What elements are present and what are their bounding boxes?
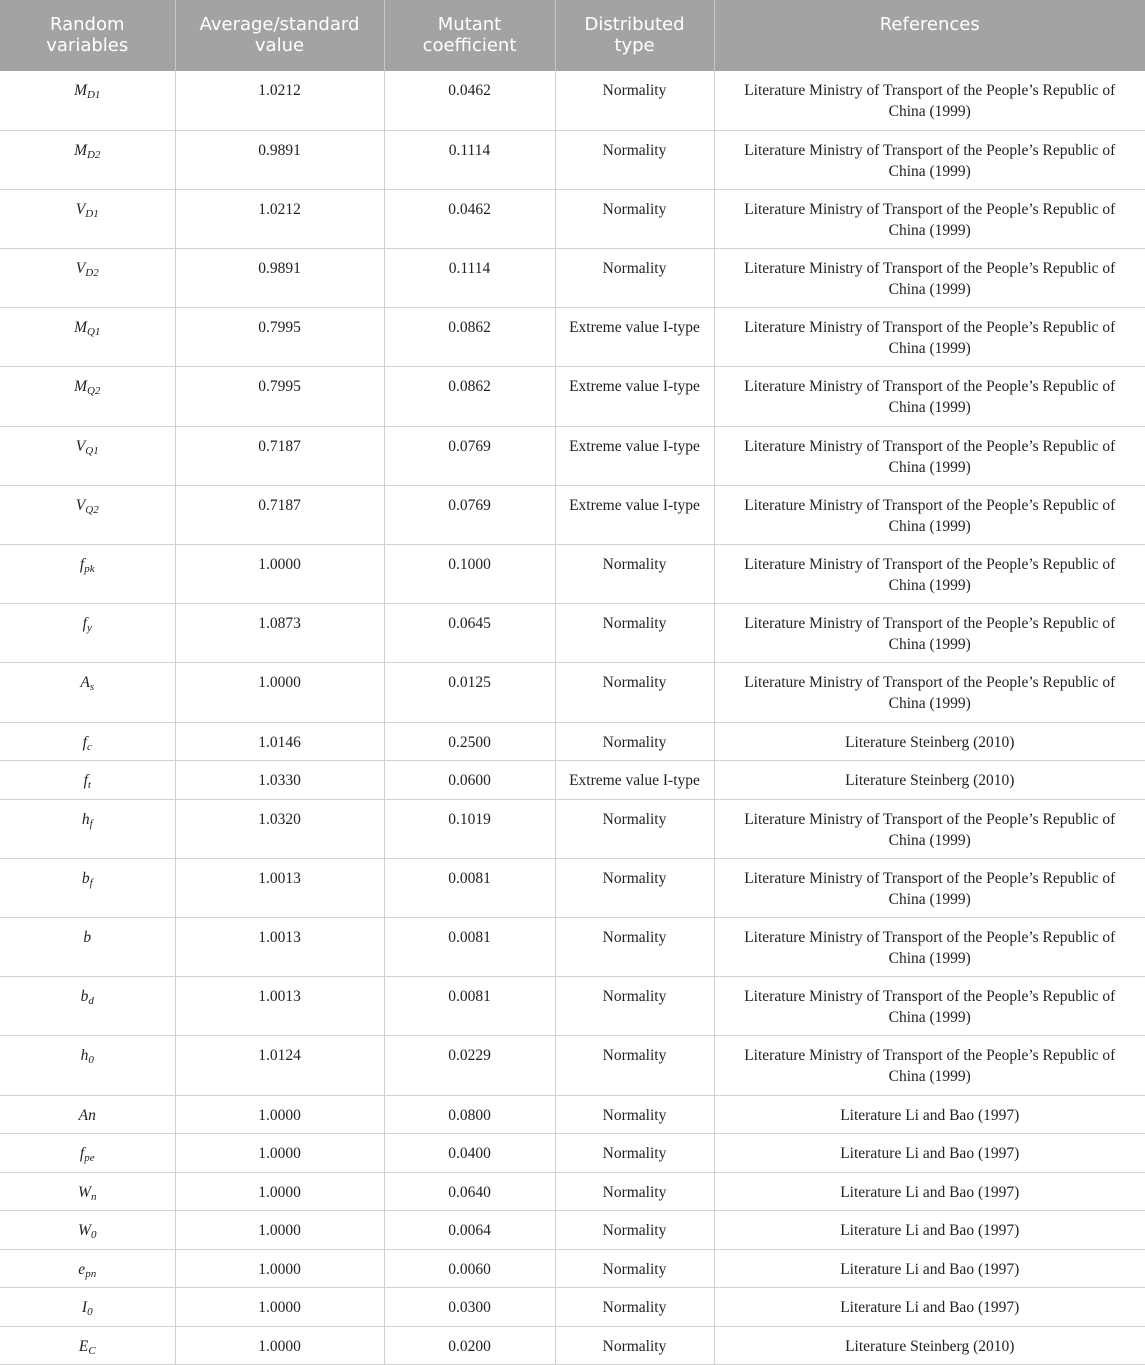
header-distributed-type	[555, 0, 714, 71]
cell-variable	[0, 367, 175, 426]
cell-mutant-coefficient: 0.0060	[384, 1249, 555, 1288]
variable-symbol: M	[74, 378, 87, 396]
cell-reference: Literature Li and Bao (1997)	[714, 1288, 1145, 1327]
cell-distributed-type: Normality	[555, 130, 714, 189]
cell-reference: Literature Ministry of Transport of the People’s Republic of China (1999)	[714, 545, 1145, 604]
cell-distributed-type: Normality	[555, 1288, 714, 1327]
header-mutant-line2: coefficient	[422, 35, 517, 56]
cell-average-value: 0.9891	[175, 130, 384, 189]
variable-symbol: h	[80, 1047, 89, 1065]
table-row	[0, 130, 1145, 189]
cell-distributed-type: Normality	[555, 1326, 714, 1365]
cell-average-value: 1.0212	[175, 71, 384, 130]
variable-symbol: e	[78, 1260, 86, 1278]
table-row	[0, 917, 1145, 976]
cell-mutant-coefficient: 0.2500	[384, 722, 555, 761]
cell-average-value: 1.0013	[175, 977, 384, 1036]
cell-mutant-coefficient: 0.1019	[384, 799, 555, 858]
cell-reference: Literature Ministry of Transport of the People’s Republic of China (1999)	[714, 71, 1145, 130]
cell-average-value: 0.9891	[175, 249, 384, 308]
cell-distributed-type: Normality	[555, 917, 714, 976]
cell-variable	[0, 1326, 175, 1365]
cell-reference: Literature Ministry of Transport of the People’s Republic of China (1999)	[714, 249, 1145, 308]
cell-mutant-coefficient: 0.0640	[384, 1172, 555, 1211]
variable-subscript: Q1	[85, 444, 99, 457]
header-average-standard-value	[175, 0, 384, 71]
table-row	[0, 426, 1145, 485]
cell-distributed-type: Extreme value I-type	[555, 426, 714, 485]
cell-reference: Literature Ministry of Transport of the People’s Republic of China (1999)	[714, 858, 1145, 917]
cell-variable	[0, 1134, 175, 1173]
cell-variable	[0, 1095, 175, 1134]
cell-reference: Literature Li and Bao (1997)	[714, 1211, 1145, 1250]
cell-distributed-type: Extreme value I-type	[555, 367, 714, 426]
variable-symbol: f	[79, 1145, 85, 1162]
cell-variable	[0, 977, 175, 1036]
cell-variable	[0, 130, 175, 189]
cell-distributed-type: Normality	[555, 858, 714, 917]
header-references-label: References	[879, 14, 980, 35]
variable-subscript: f	[89, 817, 93, 830]
cell-average-value: 1.0146	[175, 722, 384, 761]
variable-symbol: M	[74, 141, 87, 159]
table-row	[0, 249, 1145, 308]
table-row	[0, 1172, 1145, 1211]
cell-variable	[0, 1249, 175, 1288]
cell-reference: Literature Ministry of Transport of the People’s Republic of China (1999)	[714, 604, 1145, 663]
cell-variable	[0, 799, 175, 858]
variable-subscript: c	[86, 740, 92, 753]
table-row	[0, 545, 1145, 604]
cell-distributed-type: Normality	[555, 1134, 714, 1173]
cell-mutant-coefficient: 0.0300	[384, 1288, 555, 1327]
cell-variable	[0, 1288, 175, 1327]
variable-symbol: V	[75, 200, 86, 218]
variable-subscript: s	[89, 681, 95, 694]
variable-subscript: D2	[85, 267, 99, 280]
cell-variable	[0, 917, 175, 976]
table-row	[0, 761, 1145, 800]
table-row	[0, 722, 1145, 761]
variable-subscript: 0	[90, 1229, 97, 1241]
table-row	[0, 977, 1145, 1036]
cell-variable	[0, 722, 175, 761]
cell-distributed-type: Normality	[555, 545, 714, 604]
variable-subscript: D1	[85, 207, 99, 220]
variable-symbol: E	[78, 1337, 89, 1355]
variable-symbol: b	[81, 869, 90, 887]
cell-distributed-type: Normality	[555, 977, 714, 1036]
cell-reference: Literature Ministry of Transport of the People’s Republic of China (1999)	[714, 426, 1145, 485]
variable-subscript: n	[90, 1190, 97, 1203]
cell-distributed-type: Extreme value I-type	[555, 761, 714, 800]
cell-average-value: 1.0212	[175, 189, 384, 248]
variable-symbol: b	[83, 928, 92, 946]
cell-distributed-type: Normality	[555, 249, 714, 308]
cell-mutant-coefficient: 0.0400	[384, 1134, 555, 1173]
cell-variable	[0, 308, 175, 367]
table-row	[0, 367, 1145, 426]
cell-mutant-coefficient: 0.0862	[384, 367, 555, 426]
variable-subscript: Q1	[86, 326, 101, 339]
header-random-variables-line1: Random	[49, 14, 125, 35]
cell-mutant-coefficient: 0.0200	[384, 1326, 555, 1365]
cell-mutant-coefficient: 0.0600	[384, 761, 555, 800]
variable-subscript: d	[88, 995, 94, 1008]
cell-reference: Literature Ministry of Transport of the People’s Republic of China (1999)	[714, 799, 1145, 858]
variable-symbol: f	[79, 556, 85, 573]
cell-variable	[0, 1036, 175, 1095]
cell-distributed-type: Normality	[555, 1249, 714, 1288]
cell-average-value: 1.0000	[175, 1288, 384, 1327]
cell-reference: Literature Ministry of Transport of the People’s Republic of China (1999)	[714, 485, 1145, 544]
cell-reference: Literature Li and Bao (1997)	[714, 1095, 1145, 1134]
cell-distributed-type: Normality	[555, 71, 714, 130]
cell-mutant-coefficient: 0.0081	[384, 917, 555, 976]
cell-mutant-coefficient: 0.0081	[384, 858, 555, 917]
header-average-line2: value	[254, 35, 305, 56]
table-row	[0, 1249, 1145, 1288]
cell-average-value: 1.0000	[175, 663, 384, 722]
header-references	[714, 0, 1145, 71]
cell-reference: Literature Steinberg (2010)	[714, 722, 1145, 761]
variable-symbol: W	[78, 1222, 91, 1239]
table-row	[0, 1095, 1145, 1134]
table-row	[0, 71, 1145, 130]
variable-subscript: 0	[87, 1306, 93, 1318]
cell-average-value: 1.0013	[175, 917, 384, 976]
cell-mutant-coefficient: 0.0462	[384, 71, 555, 130]
header-random-variables	[0, 0, 175, 71]
cell-average-value: 1.0330	[175, 761, 384, 800]
variable-subscript: f	[89, 876, 93, 889]
cell-mutant-coefficient: 0.0125	[384, 663, 555, 722]
variable-symbol: f	[82, 733, 87, 751]
cell-mutant-coefficient: 0.0064	[384, 1211, 555, 1250]
variable-subscript: D2	[86, 148, 101, 161]
cell-mutant-coefficient: 0.1114	[384, 249, 555, 308]
variable-subscript: D1	[86, 89, 101, 101]
header-row	[0, 0, 1145, 71]
cell-mutant-coefficient: 0.0800	[384, 1095, 555, 1134]
cell-distributed-type: Normality	[555, 663, 714, 722]
table-row	[0, 189, 1145, 248]
cell-reference: Literature Steinberg (2010)	[714, 761, 1145, 800]
cell-average-value: 1.0000	[175, 1172, 384, 1211]
cell-reference: Literature Li and Bao (1997)	[714, 1249, 1145, 1288]
cell-distributed-type: Normality	[555, 189, 714, 248]
header-mutant-coefficient	[384, 0, 555, 71]
variable-symbol: V	[75, 496, 86, 514]
cell-variable	[0, 71, 175, 130]
header-random-variables-line2: variables	[46, 35, 129, 56]
cell-mutant-coefficient: 0.0229	[384, 1036, 555, 1095]
table-row	[0, 1134, 1145, 1173]
cell-reference: Literature Li and Bao (1997)	[714, 1172, 1145, 1211]
table-row	[0, 1211, 1145, 1250]
variable-subscript: Q2	[85, 503, 99, 516]
table-row	[0, 1326, 1145, 1365]
cell-mutant-coefficient: 0.0081	[384, 977, 555, 1036]
cell-average-value: 1.0124	[175, 1036, 384, 1095]
table-row	[0, 858, 1145, 917]
cell-reference: Literature Ministry of Transport of the People’s Republic of China (1999)	[714, 977, 1145, 1036]
variable-symbol: h	[81, 810, 90, 828]
variable-symbol: An	[78, 1106, 96, 1124]
cell-average-value: 0.7187	[175, 485, 384, 544]
cell-variable	[0, 426, 175, 485]
cell-average-value: 1.0000	[175, 1211, 384, 1250]
cell-distributed-type: Normality	[555, 1036, 714, 1095]
variable-symbol: f	[82, 615, 87, 633]
cell-reference: Literature Ministry of Transport of the People’s Republic of China (1999)	[714, 189, 1145, 248]
table-row	[0, 799, 1145, 858]
cell-distributed-type: Extreme value I-type	[555, 485, 714, 544]
cell-average-value: 1.0000	[175, 1326, 384, 1365]
variable-subscript: pk	[84, 563, 95, 575]
variable-subscript: y	[86, 622, 92, 635]
cell-reference: Literature Ministry of Transport of the People’s Republic of China (1999)	[714, 130, 1145, 189]
cell-reference: Literature Ministry of Transport of the People’s Republic of China (1999)	[714, 367, 1145, 426]
cell-mutant-coefficient: 0.0769	[384, 426, 555, 485]
cell-average-value: 0.7995	[175, 367, 384, 426]
variable-symbol: M	[74, 82, 87, 99]
cell-distributed-type: Normality	[555, 604, 714, 663]
cell-average-value: 1.0000	[175, 1134, 384, 1173]
cell-mutant-coefficient: 0.0769	[384, 485, 555, 544]
table-body	[0, 71, 1145, 1365]
cell-average-value: 1.0320	[175, 799, 384, 858]
variable-subscript: t	[87, 779, 91, 792]
cell-distributed-type: Normality	[555, 799, 714, 858]
variable-symbol: f	[83, 772, 88, 790]
cell-distributed-type: Normality	[555, 1095, 714, 1134]
cell-reference: Literature Steinberg (2010)	[714, 1326, 1145, 1365]
table-row	[0, 1288, 1145, 1327]
variable-symbol: b	[80, 988, 89, 1006]
table-row	[0, 485, 1145, 544]
variable-subscript: 0	[88, 1054, 94, 1067]
header-average-line1: Average/standard	[199, 14, 360, 35]
variable-symbol: W	[78, 1183, 91, 1201]
cell-mutant-coefficient: 0.1114	[384, 130, 555, 189]
table-header	[0, 0, 1145, 71]
cell-variable	[0, 249, 175, 308]
table-row	[0, 663, 1145, 722]
cell-variable	[0, 545, 175, 604]
cell-mutant-coefficient: 0.0862	[384, 308, 555, 367]
cell-variable	[0, 663, 175, 722]
cell-distributed-type: Normality	[555, 1172, 714, 1211]
cell-reference: Literature Ministry of Transport of the People’s Republic of China (1999)	[714, 917, 1145, 976]
cell-average-value: 1.0000	[175, 1095, 384, 1134]
cell-distributed-type: Normality	[555, 1211, 714, 1250]
cell-average-value: 1.0873	[175, 604, 384, 663]
header-mutant-line1: Mutant	[437, 14, 502, 35]
cell-average-value: 0.7995	[175, 308, 384, 367]
table-row	[0, 1036, 1145, 1095]
cell-reference: Literature Li and Bao (1997)	[714, 1134, 1145, 1173]
variable-symbol: M	[74, 319, 87, 337]
variable-subscript: pn	[85, 1267, 97, 1280]
variable-symbol: A	[80, 674, 90, 692]
cell-variable	[0, 1172, 175, 1211]
cell-variable	[0, 858, 175, 917]
cell-mutant-coefficient: 0.0645	[384, 604, 555, 663]
cell-average-value: 0.7187	[175, 426, 384, 485]
variable-subscript: Q2	[86, 385, 101, 398]
header-distributed-line2: type	[614, 35, 655, 56]
cell-variable	[0, 485, 175, 544]
cell-variable	[0, 1211, 175, 1250]
cell-distributed-type: Normality	[555, 722, 714, 761]
cell-average-value: 1.0000	[175, 1249, 384, 1288]
variable-symbol: V	[75, 437, 86, 455]
cell-variable	[0, 189, 175, 248]
cell-variable	[0, 604, 175, 663]
cell-reference: Literature Ministry of Transport of the People’s Republic of China (1999)	[714, 308, 1145, 367]
variable-symbol: V	[75, 260, 86, 278]
cell-variable	[0, 761, 175, 800]
variable-symbol: I	[81, 1299, 88, 1316]
cell-mutant-coefficient: 0.1000	[384, 545, 555, 604]
variable-subscript: C	[88, 1344, 96, 1357]
table-row	[0, 604, 1145, 663]
cell-reference: Literature Ministry of Transport of the People’s Republic of China (1999)	[714, 663, 1145, 722]
table-row	[0, 308, 1145, 367]
cell-average-value: 1.0013	[175, 858, 384, 917]
cell-mutant-coefficient: 0.0462	[384, 189, 555, 248]
cell-distributed-type: Extreme value I-type	[555, 308, 714, 367]
cell-average-value: 1.0000	[175, 545, 384, 604]
variable-subscript: pe	[84, 1152, 95, 1164]
cell-reference: Literature Ministry of Transport of the People’s Republic of China (1999)	[714, 1036, 1145, 1095]
header-distributed-line1: Distributed	[584, 14, 685, 35]
